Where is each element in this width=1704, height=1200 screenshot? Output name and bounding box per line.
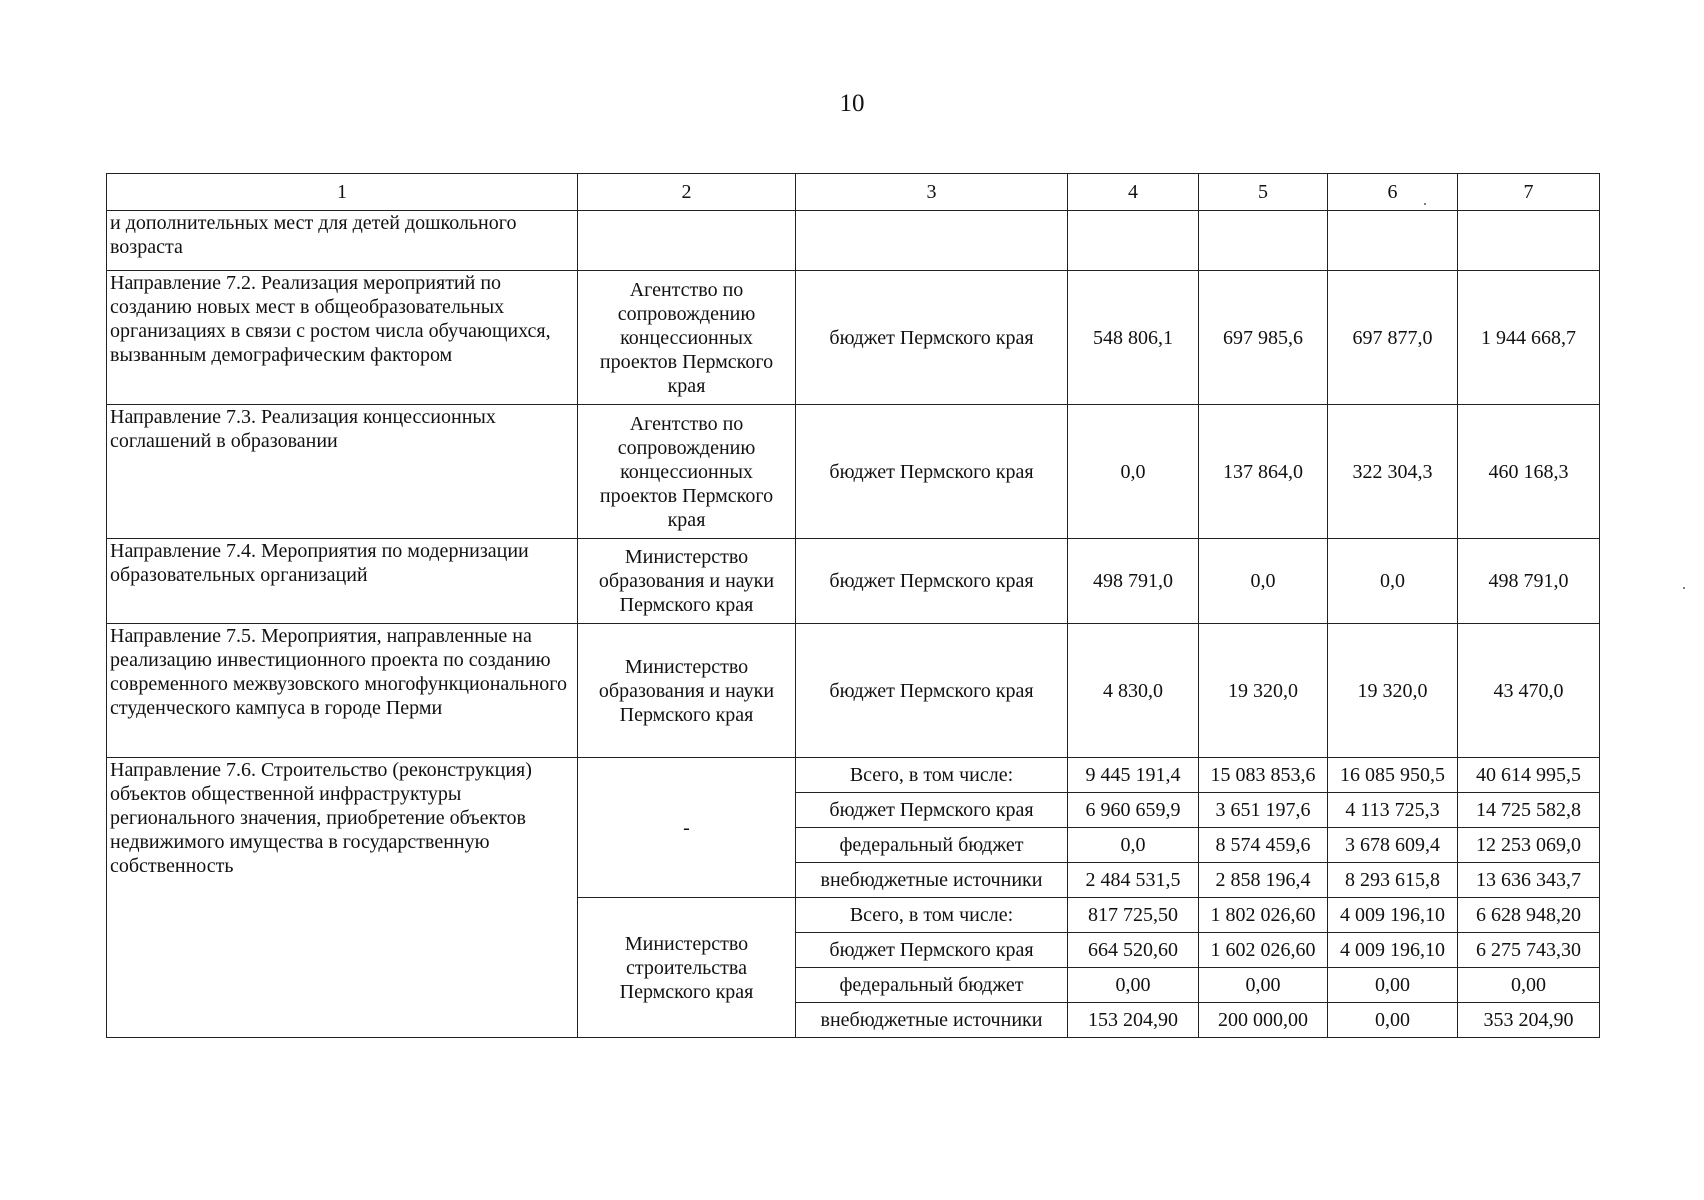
value-cell: 0,0 <box>1068 405 1199 539</box>
value-cell: 137 864,0 <box>1199 405 1328 539</box>
direction-cell: Направление 7.2. Реализация мероприятий по созданию новых мест в общеобразовательных организациях в связи с ростом числа обучающихся, вызванным демографическим фактором <box>107 271 578 405</box>
source-cell <box>796 211 1068 271</box>
table-row <box>107 624 1600 758</box>
value-cell: 664 520,60 <box>1068 933 1199 968</box>
executor-cell: Агентство по сопровождению концессионных проектов Пермского края <box>578 405 796 539</box>
table-row <box>107 758 1600 793</box>
value-cell: 697 877,0 <box>1328 271 1458 405</box>
executor-cell: Министерство строительства Пермского края <box>578 898 796 1038</box>
value-cell: 13 636 343,7 <box>1458 863 1600 898</box>
value-cell: 6 628 948,20 <box>1458 898 1600 933</box>
executor-cell <box>578 211 796 271</box>
value-cell: 19 320,0 <box>1328 624 1458 758</box>
value-cell: 1 602 026,60 <box>1199 933 1328 968</box>
value-cell: 817 725,50 <box>1068 898 1199 933</box>
source-cell: внебюджетные источники <box>796 1003 1068 1038</box>
table-row <box>107 539 1600 624</box>
value-cell: 8 574 459,6 <box>1199 828 1328 863</box>
executor-cell: Министерство образования и науки Пермского края <box>578 539 796 624</box>
column-header: 5 <box>1199 174 1328 211</box>
value-cell: 4 830,0 <box>1068 624 1199 758</box>
value-cell <box>1328 211 1458 271</box>
value-cell: 0,0 <box>1068 828 1199 863</box>
value-cell <box>1199 211 1328 271</box>
page-number: 10 <box>839 90 865 117</box>
direction-cell: Направление 7.3. Реализация концессионных соглашений в образовании <box>107 405 578 539</box>
value-cell: 9 445 191,4 <box>1068 758 1199 793</box>
source-cell: бюджет Пермского края <box>796 933 1068 968</box>
source-cell: бюджет Пермского края <box>796 793 1068 828</box>
executor-cell: - <box>578 758 796 898</box>
direction-cell: Направление 7.4. Мероприятия по модернизации образовательных организаций <box>107 539 578 624</box>
value-cell: 3 678 609,4 <box>1328 828 1458 863</box>
table-row <box>107 271 1600 405</box>
source-cell: бюджет Пермского края <box>796 405 1068 539</box>
value-cell: 0,00 <box>1328 1003 1458 1038</box>
value-cell: 498 791,0 <box>1068 539 1199 624</box>
value-cell: 14 725 582,8 <box>1458 793 1600 828</box>
source-cell: Всего, в том числе: <box>796 898 1068 933</box>
value-cell: 0,00 <box>1328 968 1458 1003</box>
source-cell: внебюджетные источники <box>796 863 1068 898</box>
value-cell: 548 806,1 <box>1068 271 1199 405</box>
scan-speck <box>1683 587 1685 589</box>
column-header: 2 <box>578 174 796 211</box>
value-cell: 2 858 196,4 <box>1199 863 1328 898</box>
column-header: 1 <box>107 174 578 211</box>
source-cell: федеральный бюджет <box>796 828 1068 863</box>
table-row <box>107 405 1600 539</box>
value-cell: 697 985,6 <box>1199 271 1328 405</box>
value-cell: 498 791,0 <box>1458 539 1600 624</box>
value-cell: 460 168,3 <box>1458 405 1600 539</box>
value-cell: 43 470,0 <box>1458 624 1600 758</box>
value-cell: 4 113 725,3 <box>1328 793 1458 828</box>
value-cell: 1 802 026,60 <box>1199 898 1328 933</box>
value-cell: 15 083 853,6 <box>1199 758 1328 793</box>
direction-cell: Направление 7.5. Мероприятия, направленные на реализацию инвестиционного проекта по созданию современного межвузовского многофункционального студенческого кампуса в городе Перми <box>107 624 578 758</box>
value-cell: 40 614 995,5 <box>1458 758 1600 793</box>
budget-table <box>106 173 1600 1038</box>
value-cell: 0,00 <box>1199 968 1328 1003</box>
column-header: 7 <box>1458 174 1600 211</box>
source-cell: Всего, в том числе: <box>796 758 1068 793</box>
value-cell: 1 944 668,7 <box>1458 271 1600 405</box>
table-header-row <box>107 174 1600 211</box>
column-header: 4 <box>1068 174 1199 211</box>
value-cell: 4 009 196,10 <box>1328 898 1458 933</box>
value-cell: 6 960 659,9 <box>1068 793 1199 828</box>
value-cell <box>1458 211 1600 271</box>
source-cell: бюджет Пермского края <box>796 624 1068 758</box>
value-cell: 353 204,90 <box>1458 1003 1600 1038</box>
value-cell: 322 304,3 <box>1328 405 1458 539</box>
value-cell: 200 000,00 <box>1199 1003 1328 1038</box>
value-cell: 6 275 743,30 <box>1458 933 1600 968</box>
value-cell: 19 320,0 <box>1199 624 1328 758</box>
value-cell: 12 253 069,0 <box>1458 828 1600 863</box>
column-header: 3 <box>796 174 1068 211</box>
direction-cell: Направление 7.6. Строительство (реконструкция) объектов общественной инфраструктуры регионального значения, приобретение объектов недвижимого имущества в государственную собственность <box>107 758 578 1038</box>
value-cell: 2 484 531,5 <box>1068 863 1199 898</box>
value-cell: 0,00 <box>1068 968 1199 1003</box>
value-cell: 4 009 196,10 <box>1328 933 1458 968</box>
value-cell: 0,0 <box>1328 539 1458 624</box>
value-cell: 16 085 950,5 <box>1328 758 1458 793</box>
source-cell: бюджет Пермского края <box>796 271 1068 405</box>
value-cell <box>1068 211 1199 271</box>
table-row <box>107 211 1600 271</box>
direction-cell: и дополнительных мест для детей дошкольного возраста <box>107 211 578 271</box>
scan-speck <box>1424 203 1426 205</box>
source-cell: федеральный бюджет <box>796 968 1068 1003</box>
source-cell: бюджет Пермского края <box>796 539 1068 624</box>
executor-cell: Агентство по сопровождению концессионных проектов Пермского края <box>578 271 796 405</box>
column-header: 6 <box>1328 174 1458 211</box>
value-cell: 153 204,90 <box>1068 1003 1199 1038</box>
value-cell: 0,0 <box>1199 539 1328 624</box>
value-cell: 0,00 <box>1458 968 1600 1003</box>
value-cell: 3 651 197,6 <box>1199 793 1328 828</box>
value-cell: 8 293 615,8 <box>1328 863 1458 898</box>
executor-cell: Министерство образования и науки Пермского края <box>578 624 796 758</box>
